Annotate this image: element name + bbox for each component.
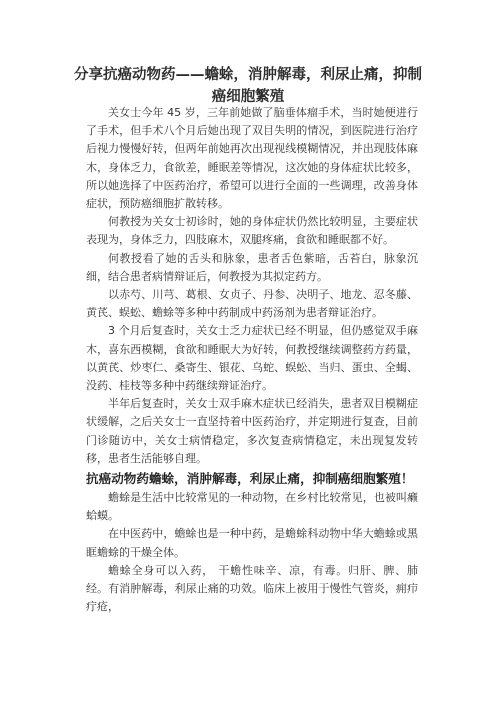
paragraph: 半年后复查时，关女士双手麻木症状已经消失，患者双目模糊症状缓解，之后关女士一直坚持着中医药治疗，并定期进行复查，目前门诊随访中，关女士病情稳定，多次复查病情稳定，未出现复发转移，患者生活能够自理。 [86, 397, 418, 465]
paragraph: 在中医药中，蟾蜍也是一种中药，是蟾蜍科动物中华大蟾蜍或黑眶蟾蜍的干燥全体。 [86, 527, 418, 559]
document-body [86, 104, 418, 616]
paragraph: 3 个月后复查时，关女士乏力症状已经不明显，但仍感觉双手麻木，喜东西模糊，食欲和睡眠大为好转，何教授继续调整药方药量，以黄芪、炒枣仁、桑寄生、银花、乌蛇、蜈蚣、当归、蛋虫、全蝎、没药、桂枝等多种中药继续辩证治疗。 [86, 324, 418, 393]
paragraph: 关女士今年 45 岁，三年前她做了脑垂体瘤手术，当时她便进行了手术，但手术八个月后她出现了双目失明的情况，到医院进行治疗后视力慢慢好转，但两年前她再次出现视线模糊情况，并出现肢体麻木，身体乏力，食欲差，睡眠差等情况，这次她的身体症状比较多，所以她选择了中医药治疗，希望可以进行全面的一些调理，改善身体症状，预防癌细胞扩散转移。 [86, 106, 418, 211]
paragraph: 何教授为关女士初诊时，她的身体症状仍然比较明显，主要症状表现为，身体乏力，四肢麻木，双腿疼痛，食欲和睡眠都不好。 [86, 215, 418, 247]
paragraph: 以赤芍、川芎、葛根、女贞子、丹参、决明子、地龙、忍冬藤、黄芪、蜈蚣、蟾蜍等多种中药制成中药汤剂为患者辩证治疗。 [86, 288, 418, 320]
paragraph: 何教授看了她的舌头和脉象，患者舌色紫暗，舌苔白，脉象沉细，结合患者病情辩证后，何教授为其拟定药方。 [86, 251, 418, 283]
paragraph: 蟾蜍是生活中比较常见的一种动物，在乡村比较常见，也被叫癞蛤蟆。 [86, 491, 418, 523]
section-heading: 抗癌动物药蟾蜍，消肿解毒，利尿止痛，抑制癌细胞繁殖！ [86, 471, 414, 487]
paragraph: 蟾蜍全身可以入药， 干蟾性味辛、凉，有毒。归肝、脾、肺经。有消肿解毒，利尿止痛的功效。临床上被用于慢性气管炎，痈疖疔疮， [86, 563, 418, 614]
document-title: 分享抗癌动物药——蟾蜍，消肿解毒，利尿止痛，抑制癌细胞繁殖 [74, 67, 422, 105]
